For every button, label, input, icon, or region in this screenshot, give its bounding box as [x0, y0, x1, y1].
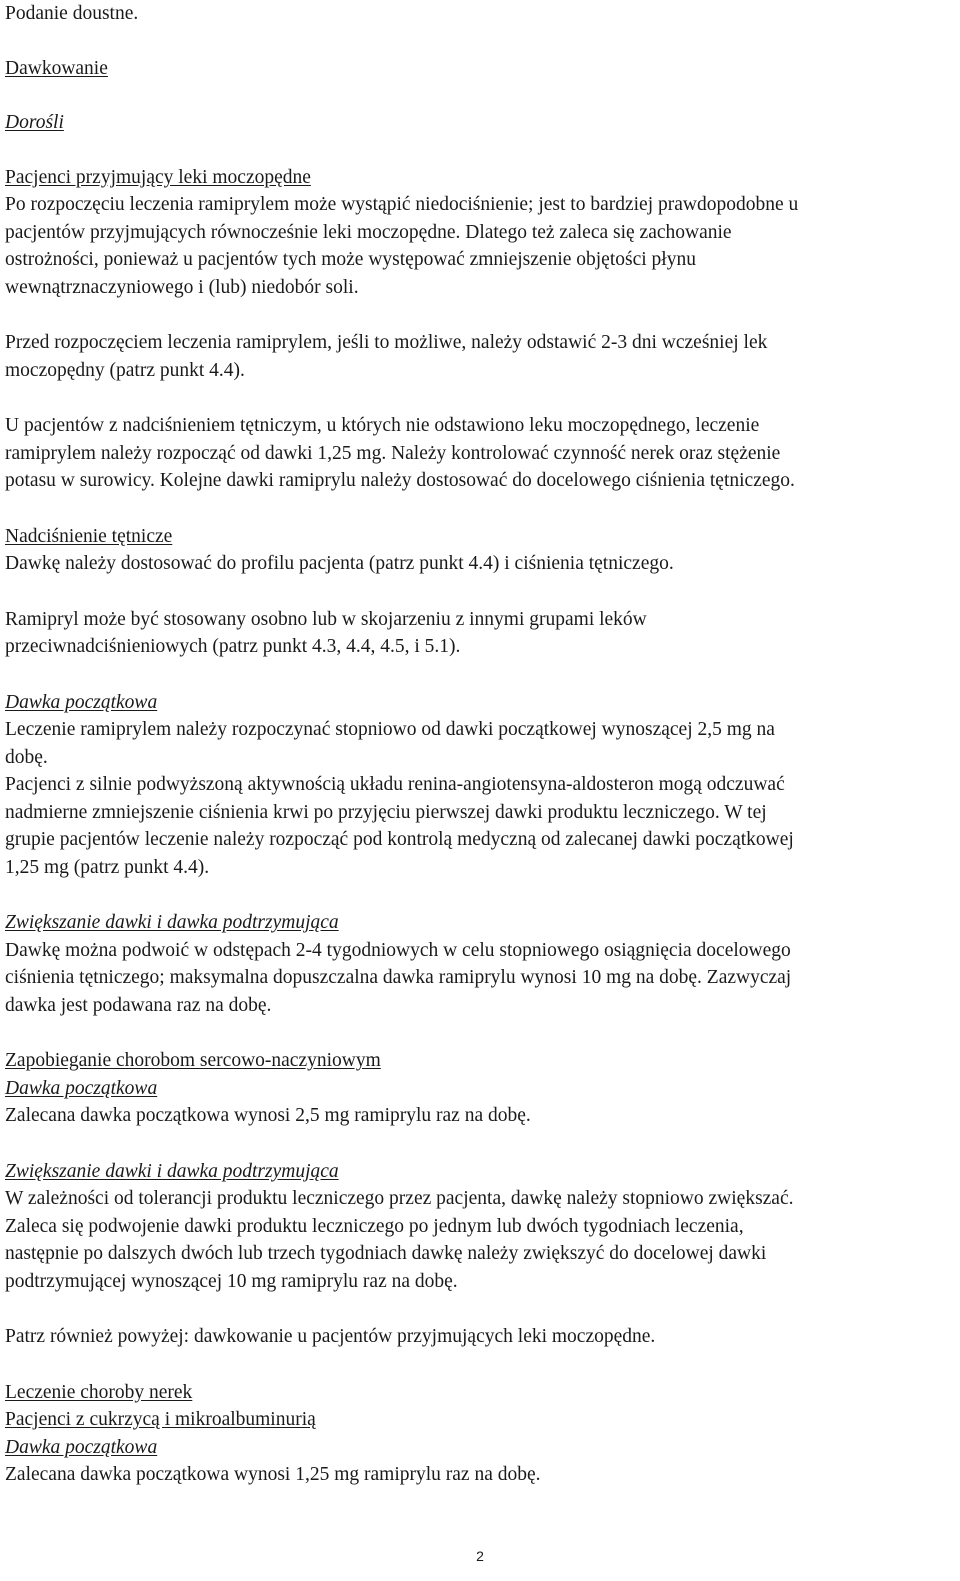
paragraph-line: dawka jest podawana raz na dobę.: [5, 994, 272, 1016]
paragraph-line: moczopędny (patrz punkt 4.4).: [5, 359, 245, 381]
paragraph-line: U pacjentów z nadciśnieniem tętniczym, u których nie odstawiono leku moczopędnego, leczenie: [5, 415, 760, 436]
paragraph-line: następnie po dalszych dwóch lub trzech tygodniach dawkę należy zwiększyć do docelowej dawki: [5, 1243, 767, 1264]
heading-initial-dose: Dawka początkowa: [5, 1077, 158, 1099]
paragraph-line: nadmierne zmniejszenie ciśnienia krwi po przyjęciu pierwszej dawki produktu leczniczego. W tej: [5, 801, 767, 823]
heading-diuretics: Pacjenci przyjmujący leki moczopędne: [5, 166, 311, 188]
paragraph-line: Dawkę można podwoić w odstępach 2-4 tygodniowych w celu stopniowego osiągnięcia docelowego: [5, 939, 791, 961]
paragraph-line: W zależności od tolerancji produktu leczniczego przez pacjenta, dawkę należy stopniowo zwiększać.: [5, 1188, 794, 1209]
paragraph-line: ciśnienia tętniczego; maksymalna dopuszczalna dawka ramiprylu wynosi 10 mg na dobę. Zazwyczaj: [5, 967, 792, 988]
heading-dose-titration: Zwiększanie dawki i dawka podtrzymująca: [5, 912, 339, 933]
page-number: 2: [476, 1548, 484, 1564]
paragraph-line: pacjentów przyjmujących równocześnie leki moczopędne. Dlatego też zaleca się zachowanie: [5, 221, 732, 243]
heading-cv-prevention: Zapobieganie chorobom sercowo-naczyniowym: [5, 1050, 381, 1071]
paragraph-line: ramiprylem należy rozpocząć od dawki 1,25 mg. Należy kontrolować czynność nerek oraz stężenie: [5, 442, 781, 464]
paragraph-line: Leczenie ramiprylem należy rozpoczynać stopniowo od dawki początkowej wynoszącej 2,5 mg na: [5, 719, 775, 740]
heading-diabetes: Pacjenci z cukrzycą i mikroalbuminurią: [5, 1409, 316, 1430]
paragraph-line: Zalecana dawka początkowa wynosi 1,25 mg ramiprylu raz na dobę.: [5, 1464, 541, 1485]
intro-line: Podanie doustne.: [5, 3, 139, 24]
heading-dose-titration: Zwiększanie dawki i dawka podtrzymująca: [5, 1160, 339, 1182]
paragraph-line: Zalecana dawka początkowa wynosi 2,5 mg ramiprylu raz na dobę.: [5, 1105, 531, 1126]
heading-initial-dose: Dawka początkowa: [5, 1436, 158, 1458]
paragraph-line: grupie pacjentów leczenie należy rozpocząć pod kontrolą medyczną od zalecanej dawki początkowej: [5, 829, 794, 850]
paragraph-line: Pacjenci z silnie podwyższoną aktywnością układu renina-angiotensyna-aldosteron mogą odczuwać: [5, 774, 785, 795]
paragraph-line: Zaleca się podwojenie dawki produktu leczniczego po jednym lub dwóch tygodniach leczenia,: [5, 1215, 744, 1237]
heading-hypertension: Nadciśnienie tętnicze: [5, 525, 173, 547]
paragraph-line: dobę.: [5, 746, 48, 768]
paragraph-line: Ramipryl może być stosowany osobno lub w skojarzeniu z innymi grupami leków: [5, 608, 647, 630]
paragraph-line: 1,25 mg (patrz punkt 4.4).: [5, 856, 210, 878]
heading-initial-dose: Dawka początkowa: [5, 691, 158, 713]
paragraph-line: podtrzymującej wynoszącej 10 mg ramiprylu raz na dobę.: [5, 1270, 458, 1292]
heading-dawkowanie: Dawkowanie: [5, 57, 108, 79]
paragraph-line: Po rozpoczęciu leczenia ramiprylem może wystąpić niedociśnienie; jest to bardziej prawdopodobne u: [5, 194, 799, 215]
document-page: [5, 0, 957, 1489]
heading-dorosli: Dorośli: [5, 112, 64, 133]
paragraph-line: ostrożności, ponieważ u pacjentów tych może występować zmniejszenie objętości płynu: [5, 249, 696, 270]
paragraph-line: Przed rozpoczęciem leczenia ramiprylem, jeśli to możliwe, należy odstawić 2-3 dni wcześniej lek: [5, 332, 768, 353]
paragraph-line: Dawkę należy dostosować do profilu pacjenta (patrz punkt 4.4) i ciśnienia tętniczego.: [5, 553, 674, 574]
heading-kidney-disease: Leczenie choroby nerek: [5, 1381, 193, 1403]
paragraph-line: przeciwnadciśnieniowych (patrz punkt 4.3, 4.4, 4.5, i 5.1).: [5, 636, 461, 657]
paragraph-line: Patrz również powyżej: dawkowanie u pacjentów przyjmujących leki moczopędne.: [5, 1326, 656, 1347]
paragraph-line: wewnątrznaczyniowego i (lub) niedobór soli.: [5, 276, 359, 298]
paragraph-line: potasu w surowicy. Kolejne dawki ramiprylu należy dostosować do docelowego ciśnienia tętniczego.: [5, 470, 795, 491]
